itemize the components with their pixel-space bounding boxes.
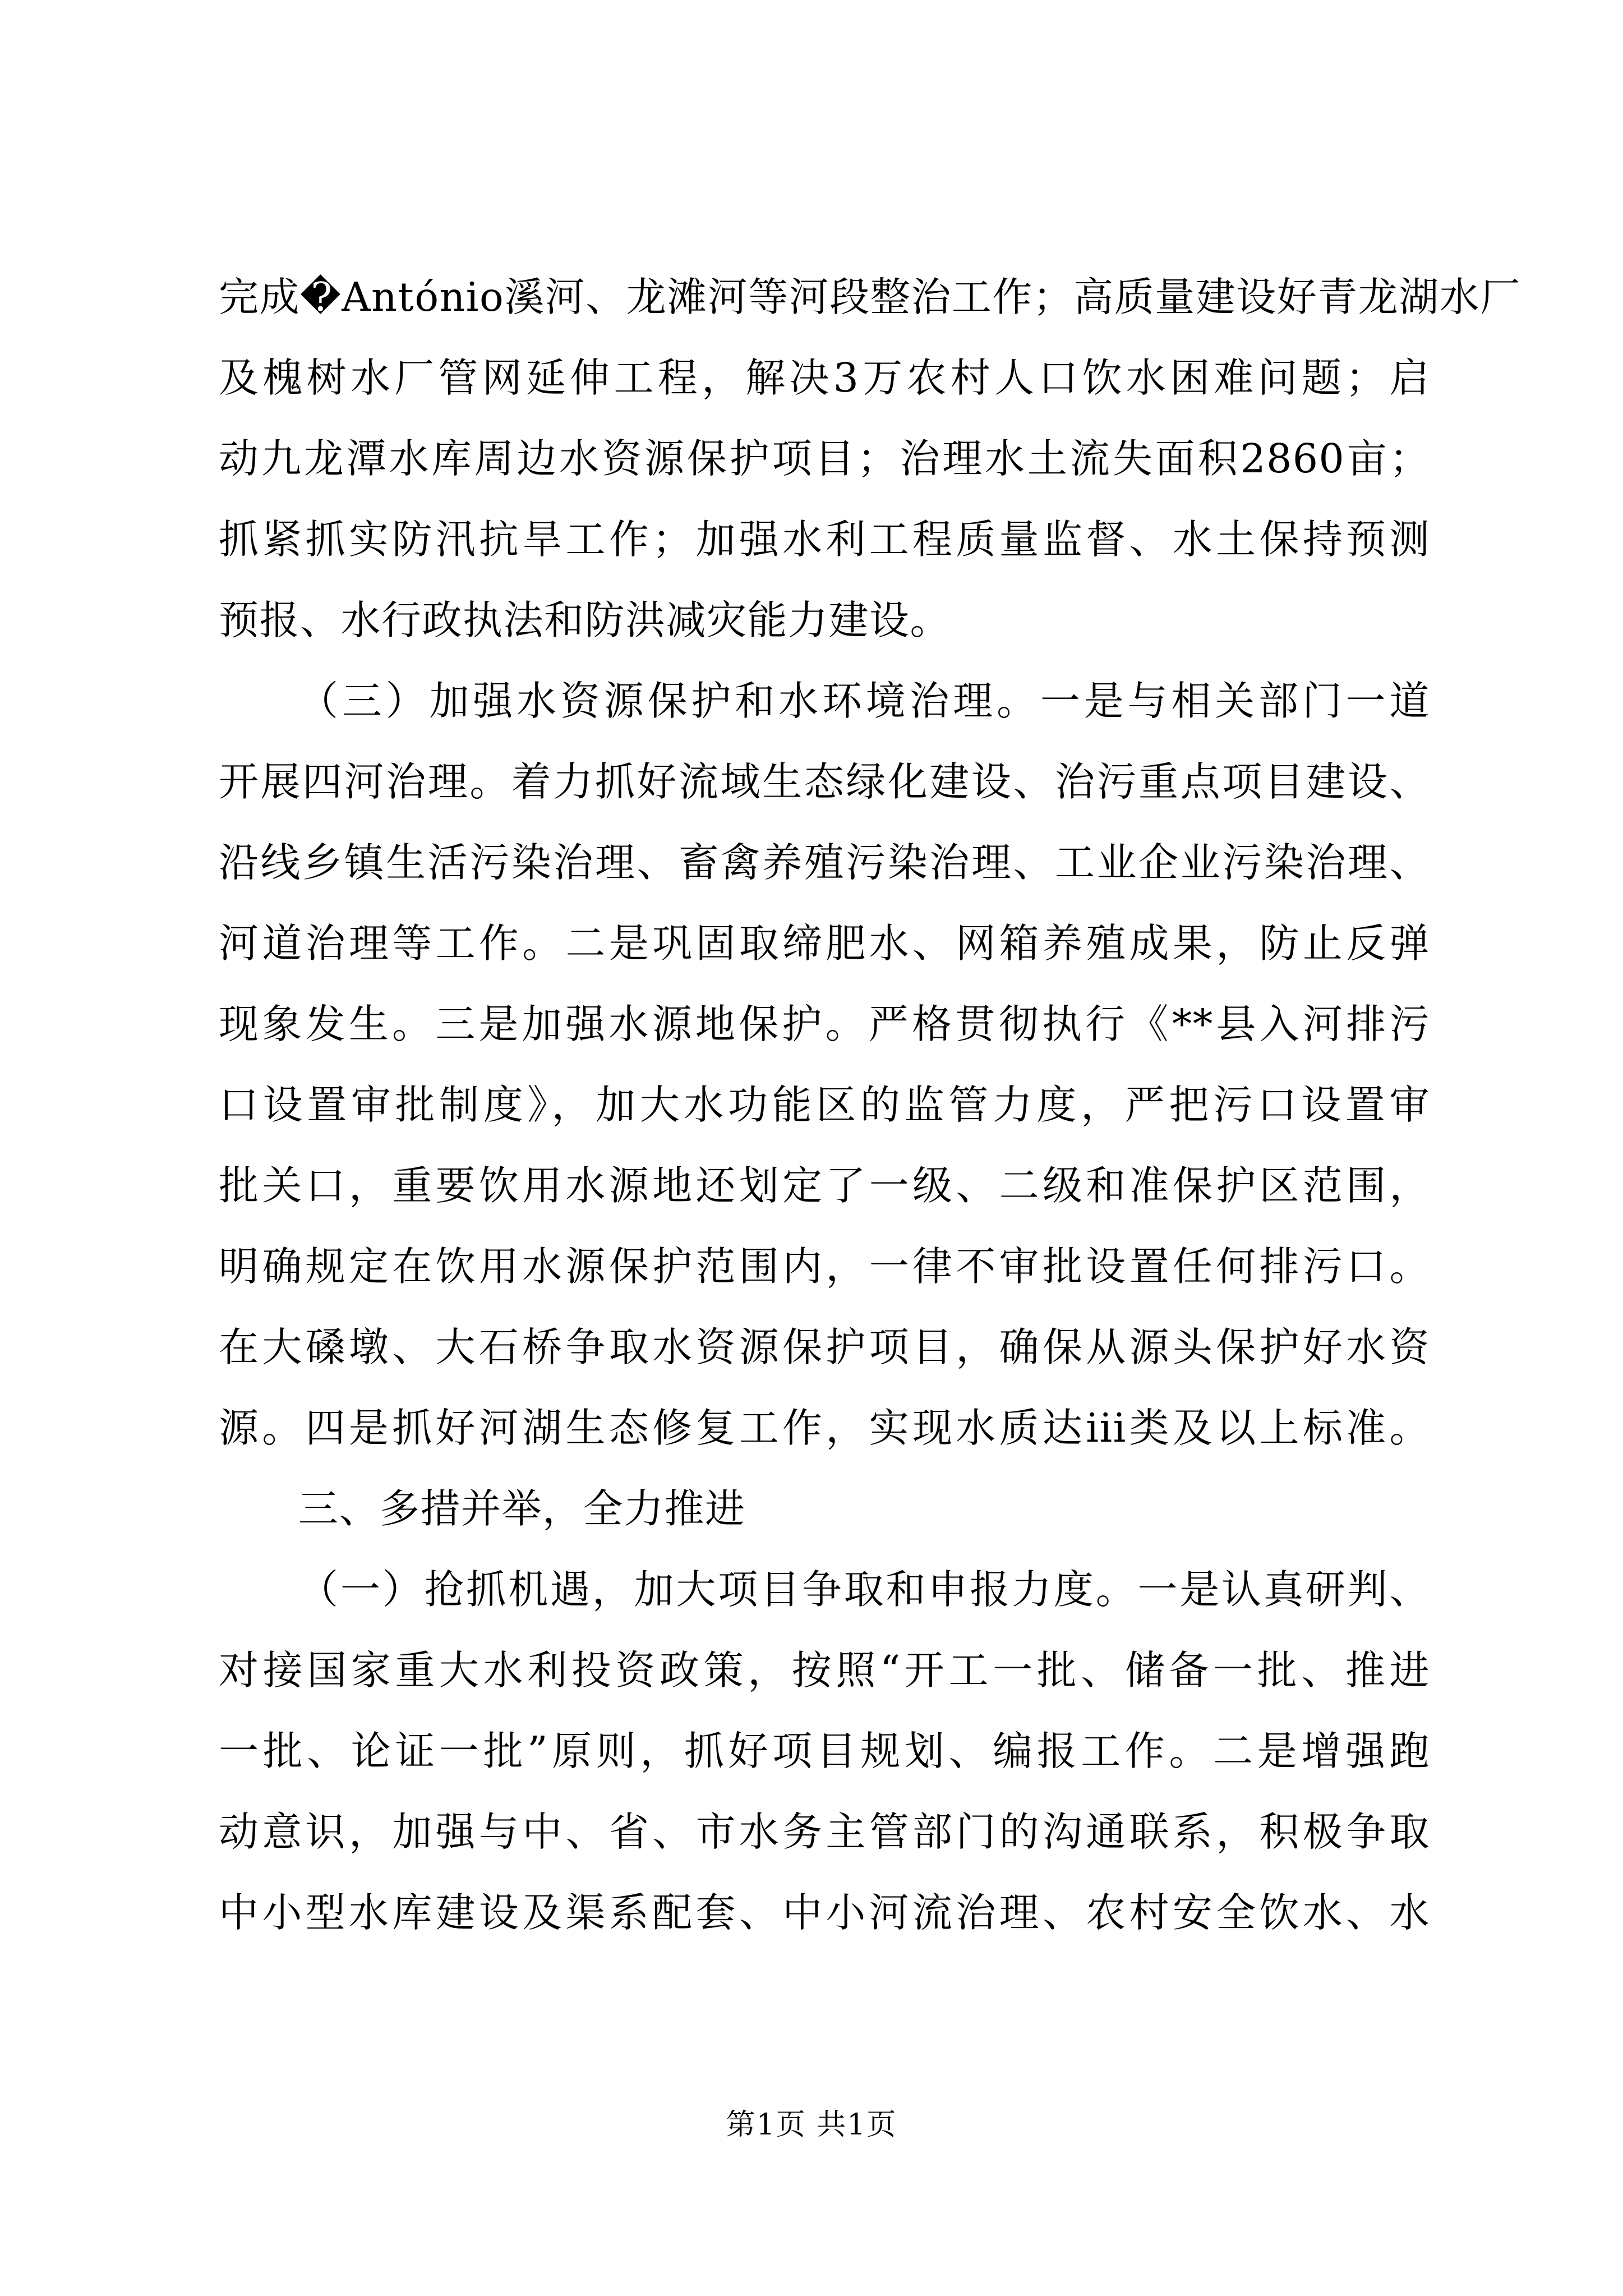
paragraph-line: 明确规定在饮用水源保护范围内，一律不审批设置任何排污口。: [219, 1243, 1430, 1290]
paragraph-line: 开展四河治理。着力抓好流域生态绿化建设、治污重点项目建设、: [219, 758, 1430, 805]
section-heading: 三、多措并举，全力推进: [298, 1485, 746, 1532]
paragraph-line: 在大磉墩、大石桥争取水资源保护项目，确保从源头保护好水资: [219, 1324, 1430, 1370]
paragraph-line: 预报、水行政执法和防洪减灾能力建设。: [219, 597, 951, 643]
paragraph-line: 批关口，重要饮用水源地还划定了一级、二级和准保护区范围，: [219, 1162, 1430, 1209]
paragraph-line: 完成�António溪河、龙滩河等河段整治工作；高质量建设好青龙湖水厂: [219, 274, 1521, 320]
paragraph-line: （一）抢抓机遇，加大项目争取和申报力度。一是认真研判、: [298, 1566, 1430, 1613]
paragraph-line: （三）加强水资源保护和水环境治理。一是与相关部门一道: [298, 678, 1430, 724]
paragraph-line: 及槐树水厂管网延伸工程，解决3万农村人口饮水困难问题；启: [219, 355, 1430, 401]
document-body: [219, 257, 1521, 1953]
paragraph-line: 源。四是抓好河湖生态修复工作，实现水质达iii类及以上标准。: [219, 1405, 1430, 1451]
paragraph-line: 对接国家重大水利投资政策，按照“开工一批、储备一批、推进: [219, 1647, 1430, 1694]
paragraph-line: 动意识，加强与中、省、市水务主管部门的沟通联系，积极争取: [219, 1809, 1430, 1855]
paragraph-line: 口设置审批制度》，加大水功能区的监管力度，严把污口设置审: [219, 1082, 1430, 1128]
paragraph-line: 一批、论证一批”原则，抓好项目规划、编报工作。二是增强跑: [219, 1728, 1430, 1774]
paragraph-line: 抓紧抓实防汛抗旱工作；加强水利工程质量监督、水土保持预测: [219, 516, 1430, 563]
paragraph-line: 河道治理等工作。二是巩固取缔肥水、网箱养殖成果，防止反弹: [219, 920, 1430, 967]
page-footer: 第1页 共1页: [726, 2108, 897, 2142]
paragraph-line: 现象发生。三是加强水源地保护。严格贯彻执行《**县入河排污: [219, 1001, 1430, 1047]
paragraph-line: 中小型水库建设及渠系配套、中小河流治理、农村安全饮水、水: [219, 1889, 1430, 1936]
paragraph-line: 沿线乡镇生活污染治理、畜禽养殖污染治理、工业企业污染治理、: [219, 839, 1430, 886]
paragraph-line: 动九龙潭水库周边水资源保护项目；治理水土流失面积2860亩；: [219, 435, 1430, 482]
